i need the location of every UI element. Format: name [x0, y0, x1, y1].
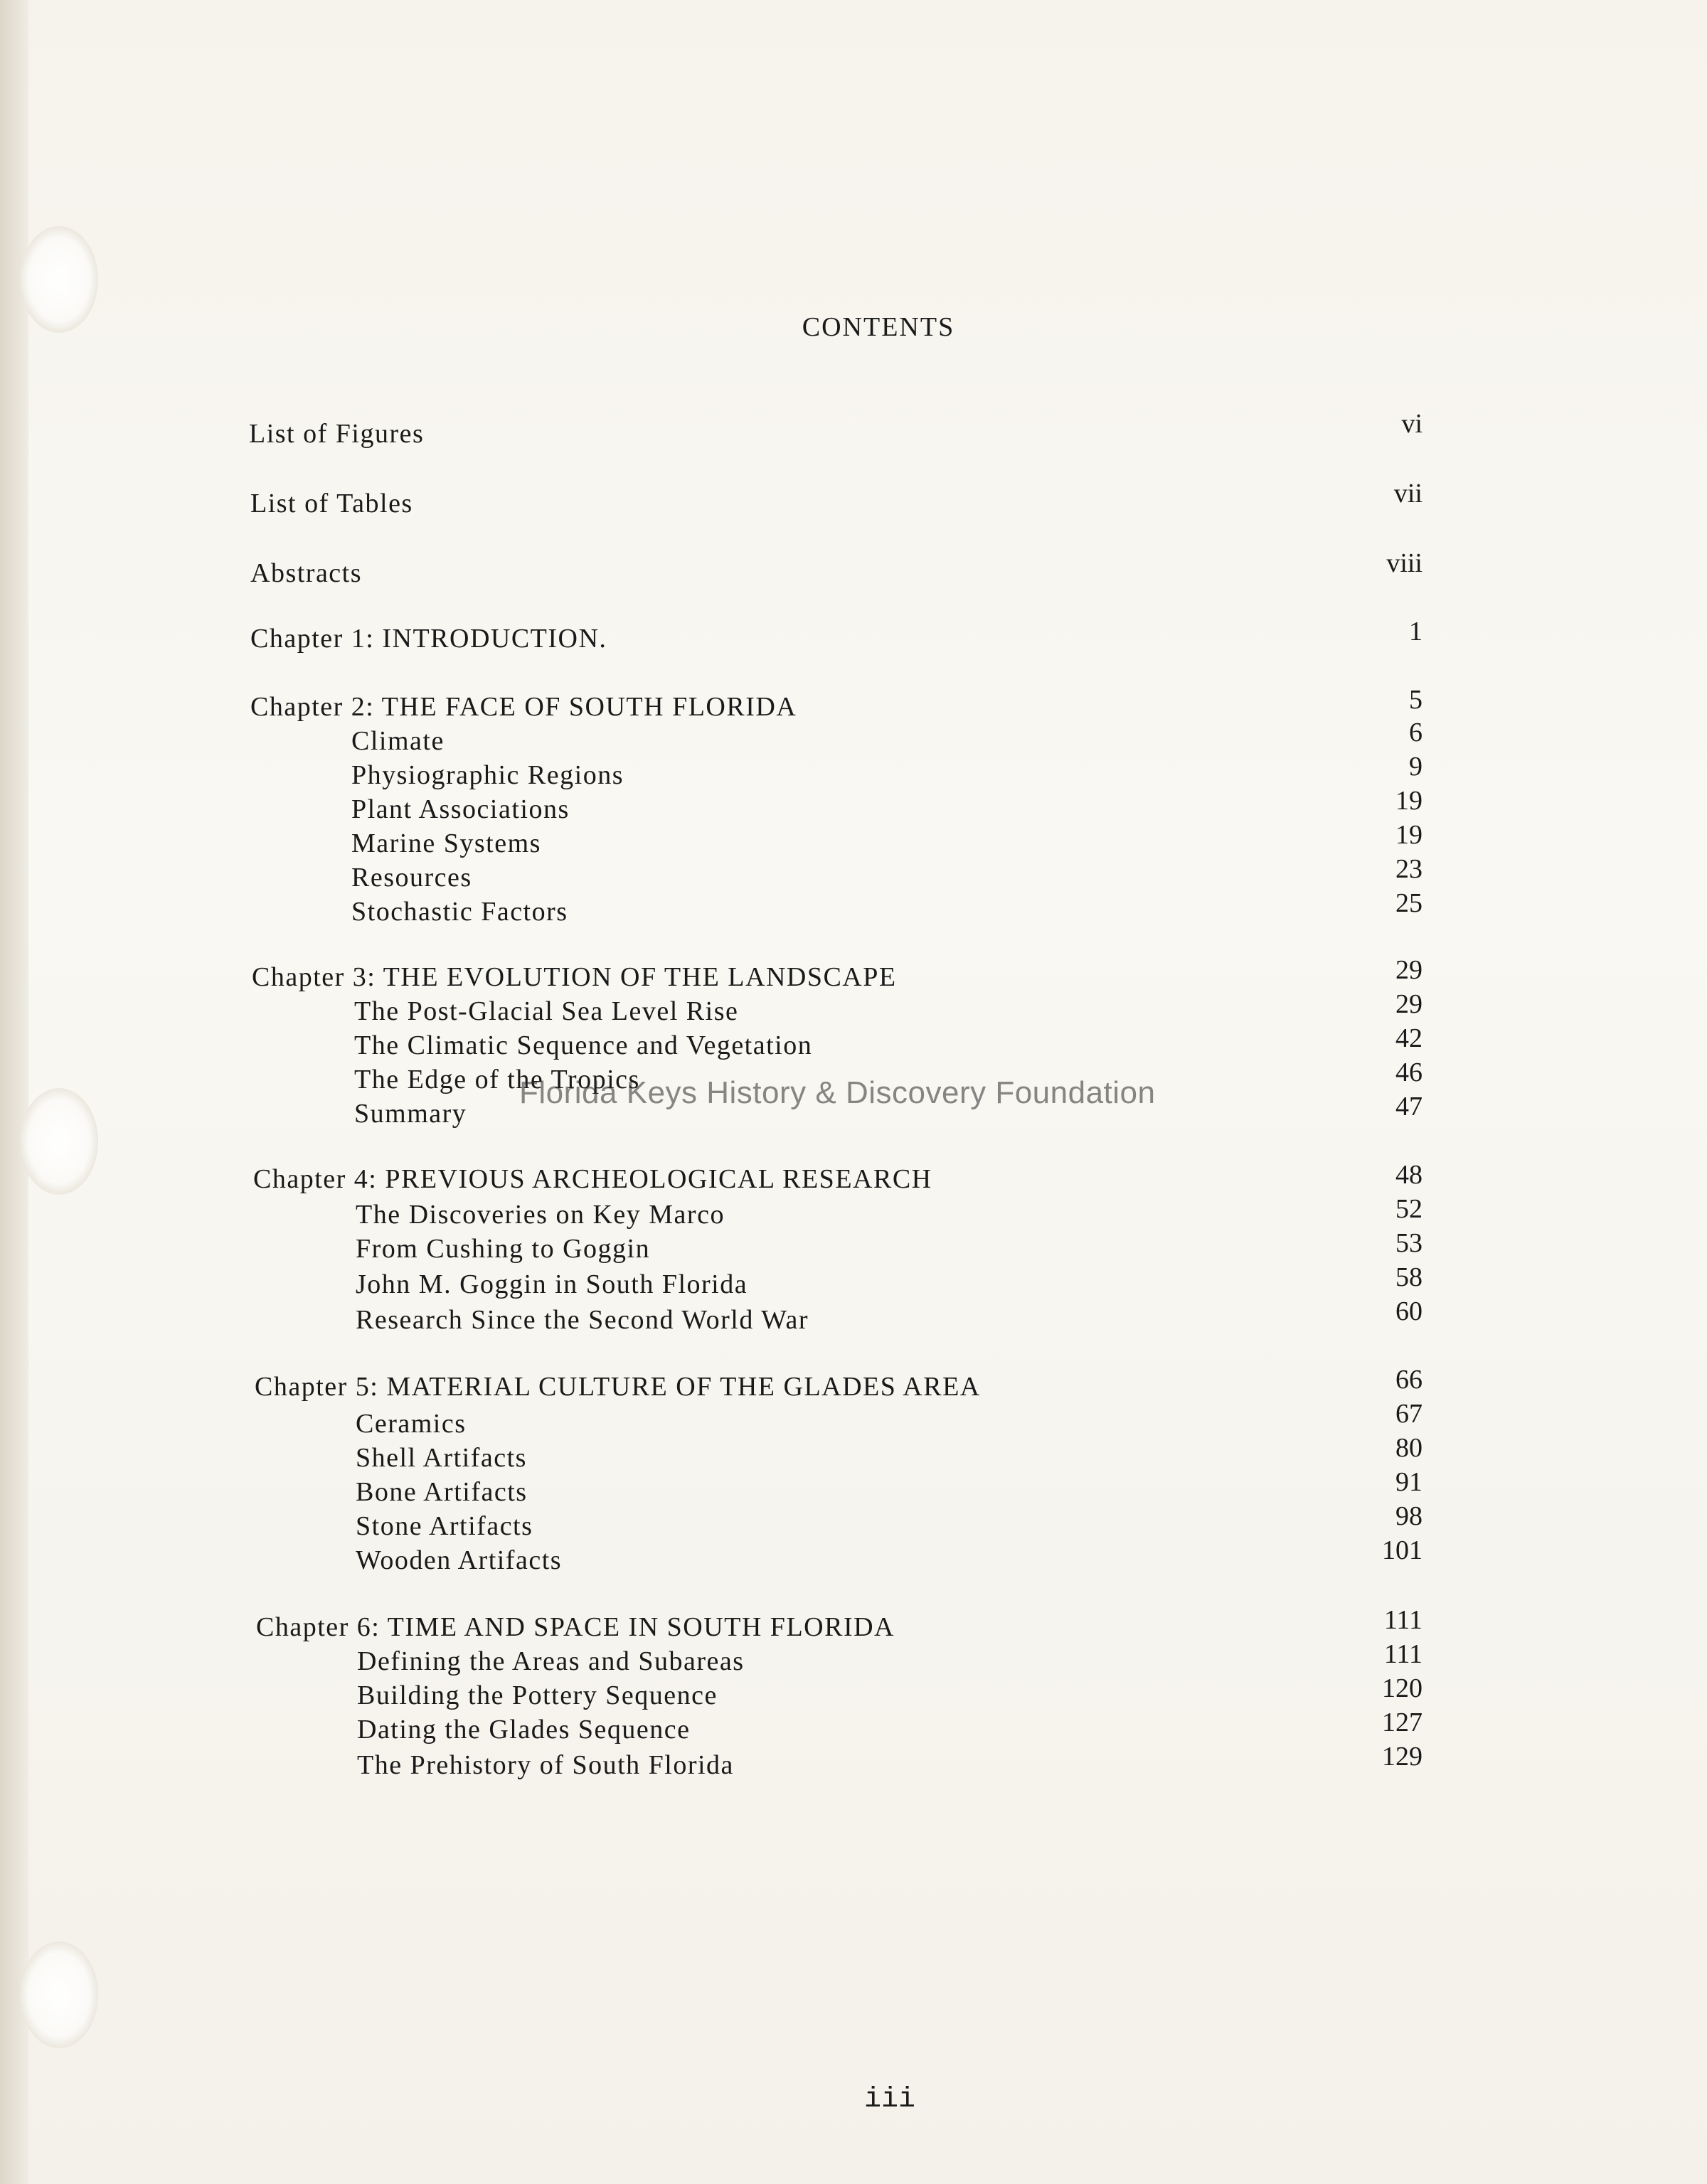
document-page: CONTENTS List of Figures vi List of Tables vii Abstracts viii Chapter 1: INTRODUCTION. 1 Chapter 2: THE FACE OF SOUTH FLORIDA 5 Climate 6 Physiographic Regions 9 Plant Associations 19 Marine Systems 19 Resources 23 Stochastic Factors 25 Chapter 3: THE EVOLUTION OF THE LANDSCAPE 29 The Post-Glacial Sea Level Rise 29 The Climatic Sequence and Vegetation 42 The Edge of the Tropics 46 Summary 47 Chapter 4: PREVIOUS ARCHEOLOGICAL RESEARCH 48 The Discoveries on Key Marco 52 From Cushing to Goggin 53 John M. Goggin in South Florida 58 Research Since the Second World War 60 Chapter 5: MATERIAL CULTURE OF THE GLADES AREA 66 Ceramics 67 Shell Artifacts 80 Bone Artifacts 91 Stone Artifacts 98 Wooden Artifacts 101 Chapter 6: TIME AND SPACE IN SOUTH FLORIDA 111 Defining the Areas and Subareas 111 Building the Pottery Sequence 120 Dating the Glades Sequence 127 The Prehistory of South Florida 129 Florida Keys History & Discovery Foundation iii: [0, 0, 1707, 2184]
toc-page-number: 60: [1395, 1296, 1422, 1326]
toc-page-number: 91: [1395, 1467, 1422, 1497]
page-folio: iii: [864, 2084, 916, 2116]
toc-page-number: 9: [1409, 752, 1422, 782]
toc-page-number: 19: [1395, 786, 1422, 816]
toc-page-number: 58: [1395, 1262, 1422, 1292]
toc-page-number: 111: [1383, 1639, 1422, 1669]
toc-page-number: 5: [1409, 685, 1422, 715]
toc-page-number: 101: [1382, 1535, 1422, 1565]
toc-page-number: 67: [1395, 1399, 1422, 1429]
toc-page-number: 29: [1395, 989, 1422, 1019]
contents-title: CONTENTS: [802, 312, 955, 342]
toc-page-number: 23: [1395, 854, 1422, 884]
toc-page-number: 120: [1382, 1673, 1422, 1703]
toc-page-number: 111: [1383, 1605, 1422, 1635]
punch-hole: [20, 1088, 98, 1195]
toc-page-number: 47: [1395, 1092, 1422, 1122]
toc-page-number: 48: [1395, 1160, 1422, 1190]
toc-page-number: 80: [1395, 1433, 1422, 1463]
toc-page-number: 19: [1395, 820, 1422, 850]
toc-page-number: 42: [1395, 1023, 1422, 1053]
toc-page-number: 98: [1395, 1501, 1422, 1531]
toc-page-number: 46: [1395, 1058, 1422, 1087]
toc-page-number: 127: [1382, 1708, 1422, 1737]
toc-page-number: 53: [1395, 1228, 1422, 1258]
toc-page-number: 1: [1409, 617, 1422, 646]
toc-page-number: 25: [1395, 888, 1422, 918]
toc-page-number: 129: [1382, 1742, 1422, 1772]
toc-page-number: viii: [1386, 548, 1422, 578]
toc-page-number: 52: [1395, 1194, 1422, 1224]
toc-page-number: 29: [1395, 955, 1422, 985]
toc-page-number: vi: [1401, 409, 1422, 439]
watermark-text: Florida Keys History & Discovery Foundation: [519, 1075, 1156, 1110]
toc-page-number: vii: [1393, 479, 1422, 508]
toc-page-number: 6: [1409, 718, 1422, 747]
punch-hole: [20, 1941, 98, 2048]
toc-page-number: 66: [1395, 1365, 1422, 1395]
